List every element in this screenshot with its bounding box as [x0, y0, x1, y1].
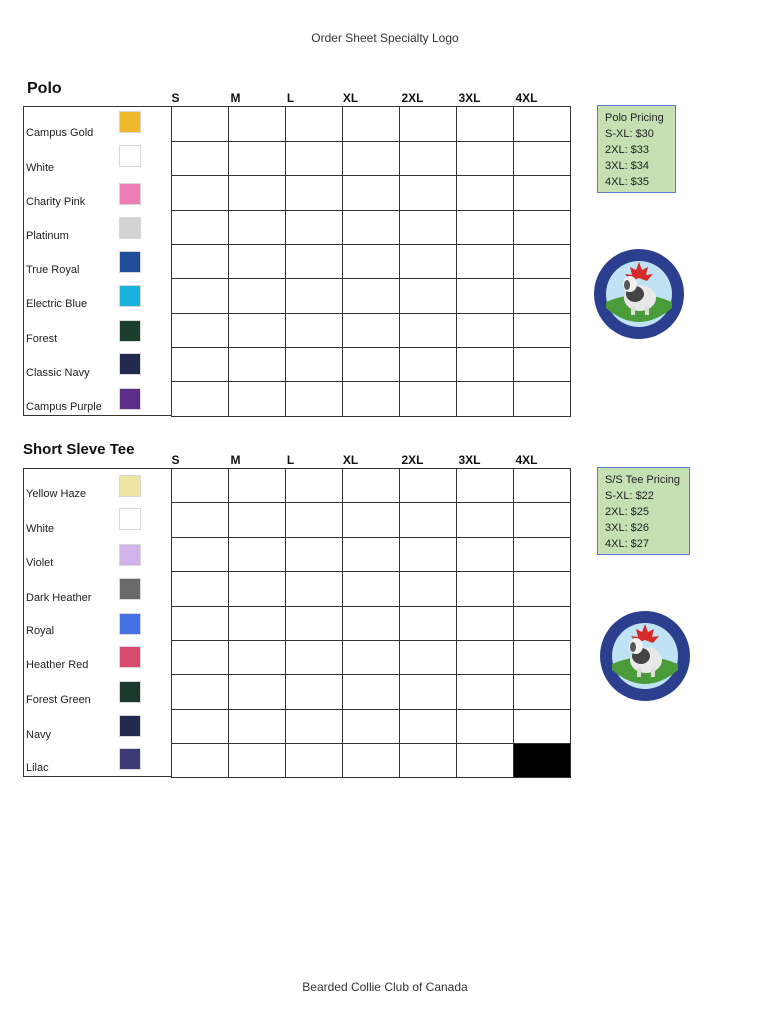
- size-header-3xl: 3XL: [458, 91, 481, 105]
- color-label: Campus Gold: [26, 127, 94, 139]
- color-swatch-dark-heather: [119, 578, 141, 600]
- table-row: [172, 245, 571, 279]
- club-seal-icon: [593, 248, 685, 340]
- order-cell[interactable]: [514, 279, 571, 314]
- order-cell[interactable]: [172, 572, 229, 607]
- table-row: [172, 710, 571, 744]
- pricing-line: 3XL: $26: [605, 522, 650, 534]
- table-row: [172, 538, 571, 572]
- color-label: Forest Green: [26, 694, 91, 706]
- order-cell[interactable]: [514, 572, 571, 607]
- pricing-title: Polo Pricing: [605, 112, 664, 124]
- order-cell[interactable]: [457, 314, 514, 348]
- color-swatch-classic-navy: [119, 353, 141, 375]
- pricing-line: 3XL: $34: [605, 160, 650, 172]
- order-cell[interactable]: [229, 469, 286, 503]
- footer-text: Bearded Collie Club of Canada: [302, 980, 468, 994]
- size-header-l: L: [286, 453, 295, 467]
- order-cell[interactable]: [400, 607, 457, 641]
- order-cell[interactable]: [457, 710, 514, 744]
- polo-section-title: Polo: [27, 80, 62, 97]
- order-cell[interactable]: [172, 503, 229, 538]
- table-row: [172, 211, 571, 245]
- polo-order-grid: [171, 106, 571, 417]
- unavailable-cell: [514, 744, 571, 778]
- order-cell[interactable]: [457, 572, 514, 607]
- polo-color-row: [24, 175, 172, 209]
- tee-color-row: [24, 503, 172, 537]
- order-cell[interactable]: [172, 538, 229, 572]
- order-cell[interactable]: [457, 641, 514, 675]
- order-cell[interactable]: [400, 538, 457, 572]
- order-cell[interactable]: [400, 348, 457, 382]
- tee-color-row: [24, 741, 172, 778]
- club-seal-icon: [599, 610, 691, 702]
- color-swatch-charity-pink: [119, 183, 141, 205]
- order-cell[interactable]: [343, 176, 400, 211]
- order-cell[interactable]: [286, 503, 343, 538]
- polo-color-row: [24, 141, 172, 175]
- order-cell[interactable]: [343, 279, 400, 314]
- order-cell[interactable]: [229, 142, 286, 176]
- order-cell[interactable]: [172, 382, 229, 417]
- order-cell[interactable]: [457, 675, 514, 710]
- order-cell[interactable]: [286, 279, 343, 314]
- order-cell[interactable]: [400, 279, 457, 314]
- table-row: [172, 607, 571, 641]
- color-swatch-yellow-haze: [119, 475, 141, 497]
- order-cell[interactable]: [286, 176, 343, 211]
- pricing-line: 2XL: $33: [605, 144, 650, 156]
- table-row: [172, 382, 571, 417]
- order-cell[interactable]: [286, 348, 343, 382]
- order-cell[interactable]: [172, 314, 229, 348]
- table-row: [172, 469, 571, 503]
- order-cell[interactable]: [229, 710, 286, 744]
- color-label: Forest: [26, 333, 58, 345]
- order-cell[interactable]: [514, 503, 571, 538]
- order-cell[interactable]: [286, 211, 343, 245]
- tee-color-row: [24, 639, 172, 673]
- order-cell[interactable]: [400, 314, 457, 348]
- color-swatch-royal: [119, 613, 141, 635]
- size-header-2xl: 2XL: [401, 453, 424, 467]
- order-cell[interactable]: [229, 675, 286, 710]
- color-swatch-heather-red: [119, 646, 141, 668]
- order-cell[interactable]: [343, 245, 400, 279]
- table-row: [172, 641, 571, 675]
- order-cell[interactable]: [343, 469, 400, 503]
- order-cell[interactable]: [343, 503, 400, 538]
- color-swatch-campus-purple: [119, 388, 141, 410]
- order-cell[interactable]: [172, 348, 229, 382]
- order-cell[interactable]: [286, 572, 343, 607]
- pricing-line: 4XL: $27: [605, 538, 650, 550]
- polo-pricing-box: [597, 105, 676, 193]
- size-header-xl: XL: [342, 453, 359, 467]
- order-cell[interactable]: [457, 503, 514, 538]
- order-cell[interactable]: [343, 211, 400, 245]
- order-cell[interactable]: [343, 107, 400, 142]
- order-cell[interactable]: [514, 348, 571, 382]
- polo-color-row: [24, 311, 172, 345]
- order-cell[interactable]: [172, 641, 229, 675]
- color-label: Heather Red: [26, 659, 89, 671]
- order-cell[interactable]: [229, 176, 286, 211]
- order-cell[interactable]: [400, 469, 457, 503]
- order-cell[interactable]: [286, 710, 343, 744]
- order-cell[interactable]: [400, 211, 457, 245]
- size-header-s: S: [171, 91, 180, 105]
- order-cell[interactable]: [457, 279, 514, 314]
- order-cell[interactable]: [343, 641, 400, 675]
- color-swatch-platinum: [119, 217, 141, 239]
- order-cell[interactable]: [400, 107, 457, 142]
- color-swatch-lilac: [119, 748, 141, 770]
- order-cell[interactable]: [457, 107, 514, 142]
- order-cell[interactable]: [229, 245, 286, 279]
- polo-color-row: [24, 209, 172, 243]
- order-cell[interactable]: [400, 641, 457, 675]
- order-cell[interactable]: [400, 675, 457, 710]
- order-cell[interactable]: [457, 744, 514, 778]
- polo-color-row: [24, 345, 172, 379]
- table-row: [172, 142, 571, 176]
- color-label: Electric Blue: [26, 298, 88, 310]
- color-label: Campus Purple: [26, 401, 102, 413]
- table-row: [172, 348, 571, 382]
- table-row: [172, 744, 571, 778]
- order-cell[interactable]: [229, 607, 286, 641]
- tee-color-column: [23, 468, 172, 777]
- color-label: Lilac: [26, 762, 49, 774]
- order-cell[interactable]: [286, 607, 343, 641]
- color-swatch-violet: [119, 544, 141, 566]
- order-cell[interactable]: [400, 503, 457, 538]
- table-row: [172, 675, 571, 710]
- color-label: Classic Navy: [26, 367, 90, 379]
- pricing-line: 2XL: $25: [605, 506, 650, 518]
- color-swatch-white: [119, 145, 141, 167]
- color-swatch-white: [119, 508, 141, 530]
- order-cell[interactable]: [286, 245, 343, 279]
- order-cell[interactable]: [286, 641, 343, 675]
- table-row: [172, 107, 571, 142]
- tee-color-row: [24, 673, 172, 707]
- polo-color-column: [23, 106, 172, 416]
- size-header-m: M: [230, 453, 241, 467]
- table-row: [172, 503, 571, 538]
- color-label: Charity Pink: [26, 196, 86, 208]
- order-cell[interactable]: [400, 142, 457, 176]
- order-cell[interactable]: [286, 382, 343, 417]
- color-swatch-true-royal: [119, 251, 141, 273]
- size-header-3xl: 3XL: [458, 453, 481, 467]
- order-cell[interactable]: [172, 744, 229, 778]
- order-cell[interactable]: [286, 314, 343, 348]
- order-cell[interactable]: [172, 142, 229, 176]
- order-cell[interactable]: [400, 245, 457, 279]
- order-cell[interactable]: [514, 675, 571, 710]
- color-label: White: [26, 162, 55, 174]
- order-cell[interactable]: [514, 469, 571, 503]
- pricing-title: S/S Tee Pricing: [605, 474, 681, 486]
- color-label: Royal: [26, 625, 55, 637]
- size-header-xl: XL: [342, 91, 359, 105]
- order-cell[interactable]: [229, 572, 286, 607]
- order-cell[interactable]: [172, 211, 229, 245]
- order-cell[interactable]: [457, 348, 514, 382]
- order-cell[interactable]: [343, 744, 400, 778]
- color-label: Navy: [26, 729, 52, 741]
- color-swatch-electric-blue: [119, 285, 141, 307]
- table-row: [172, 176, 571, 211]
- order-cell[interactable]: [286, 142, 343, 176]
- polo-color-row: [24, 243, 172, 277]
- color-label: Yellow Haze: [26, 488, 87, 500]
- tee-color-row: [24, 537, 172, 571]
- order-cell[interactable]: [229, 314, 286, 348]
- order-cell[interactable]: [229, 107, 286, 142]
- order-cell[interactable]: [286, 107, 343, 142]
- size-header-s: S: [171, 453, 180, 467]
- size-header-2xl: 2XL: [401, 91, 424, 105]
- order-cell[interactable]: [514, 382, 571, 417]
- size-header-l: L: [286, 91, 295, 105]
- order-cell[interactable]: [400, 382, 457, 417]
- order-cell[interactable]: [172, 469, 229, 503]
- order-cell[interactable]: [229, 538, 286, 572]
- order-cell[interactable]: [457, 382, 514, 417]
- specialty-logo: [599, 610, 691, 702]
- order-cell[interactable]: [343, 710, 400, 744]
- order-cell[interactable]: [514, 107, 571, 142]
- order-cell[interactable]: [172, 245, 229, 279]
- tee-color-row: [24, 605, 172, 639]
- size-header-4xl: 4XL: [515, 453, 538, 467]
- order-cell[interactable]: [514, 211, 571, 245]
- order-cell[interactable]: [514, 641, 571, 675]
- tee-color-row: [24, 469, 172, 503]
- tee-color-row: [24, 571, 172, 605]
- order-cell[interactable]: [172, 279, 229, 314]
- order-cell[interactable]: [457, 176, 514, 211]
- order-cell[interactable]: [229, 348, 286, 382]
- order-cell[interactable]: [229, 211, 286, 245]
- order-cell[interactable]: [400, 744, 457, 778]
- order-cell[interactable]: [514, 314, 571, 348]
- order-cell[interactable]: [343, 314, 400, 348]
- order-cell[interactable]: [400, 176, 457, 211]
- order-cell[interactable]: [457, 142, 514, 176]
- color-swatch-forest-green: [119, 681, 141, 703]
- polo-color-row: [24, 107, 172, 141]
- color-label: Violet: [26, 557, 54, 569]
- order-cell[interactable]: [457, 469, 514, 503]
- color-label: True Royal: [26, 264, 80, 276]
- polo-color-row: [24, 379, 172, 417]
- order-cell[interactable]: [343, 348, 400, 382]
- pricing-line: S-XL: $30: [605, 128, 654, 140]
- tee-pricing-box: [597, 467, 690, 555]
- order-cell[interactable]: [343, 607, 400, 641]
- color-swatch-campus-gold: [119, 111, 141, 133]
- order-cell[interactable]: [172, 607, 229, 641]
- order-cell[interactable]: [514, 538, 571, 572]
- order-cell[interactable]: [229, 641, 286, 675]
- order-cell[interactable]: [343, 675, 400, 710]
- color-swatch-forest: [119, 320, 141, 342]
- order-cell[interactable]: [343, 142, 400, 176]
- order-cell[interactable]: [229, 503, 286, 538]
- color-swatch-navy: [119, 715, 141, 737]
- table-row: [172, 314, 571, 348]
- table-row: [172, 572, 571, 607]
- page-title: Order Sheet Specialty Logo: [311, 31, 459, 45]
- order-cell[interactable]: [457, 538, 514, 572]
- order-cell[interactable]: [286, 675, 343, 710]
- pricing-line: 4XL: $35: [605, 176, 650, 188]
- pricing-line: S-XL: $22: [605, 490, 654, 502]
- order-cell[interactable]: [286, 469, 343, 503]
- order-cell[interactable]: [514, 245, 571, 279]
- order-cell[interactable]: [514, 176, 571, 211]
- order-cell[interactable]: [286, 744, 343, 778]
- order-cell[interactable]: [229, 279, 286, 314]
- order-cell[interactable]: [343, 572, 400, 607]
- polo-color-row: [24, 277, 172, 311]
- order-cell[interactable]: [457, 245, 514, 279]
- order-cell[interactable]: [400, 710, 457, 744]
- table-row: [172, 279, 571, 314]
- order-cell[interactable]: [172, 107, 229, 142]
- size-header-m: M: [230, 91, 241, 105]
- specialty-logo: [593, 248, 685, 340]
- tee-section-title: Short Sleve Tee: [23, 441, 135, 458]
- size-header-4xl: 4XL: [515, 91, 538, 105]
- color-label: Platinum: [26, 230, 69, 242]
- tee-order-grid: [171, 468, 571, 778]
- order-cell[interactable]: [514, 142, 571, 176]
- order-cell[interactable]: [172, 176, 229, 211]
- order-cell[interactable]: [457, 211, 514, 245]
- color-label: Dark Heather: [26, 592, 92, 604]
- order-cell[interactable]: [457, 607, 514, 641]
- order-cell[interactable]: [343, 538, 400, 572]
- order-cell[interactable]: [343, 382, 400, 417]
- order-cell[interactable]: [514, 710, 571, 744]
- order-cell[interactable]: [172, 710, 229, 744]
- order-cell[interactable]: [229, 382, 286, 417]
- color-label: White: [26, 523, 55, 535]
- order-cell[interactable]: [286, 538, 343, 572]
- order-cell[interactable]: [229, 744, 286, 778]
- tee-color-row: [24, 707, 172, 741]
- order-cell[interactable]: [172, 675, 229, 710]
- order-cell[interactable]: [514, 607, 571, 641]
- order-cell[interactable]: [400, 572, 457, 607]
